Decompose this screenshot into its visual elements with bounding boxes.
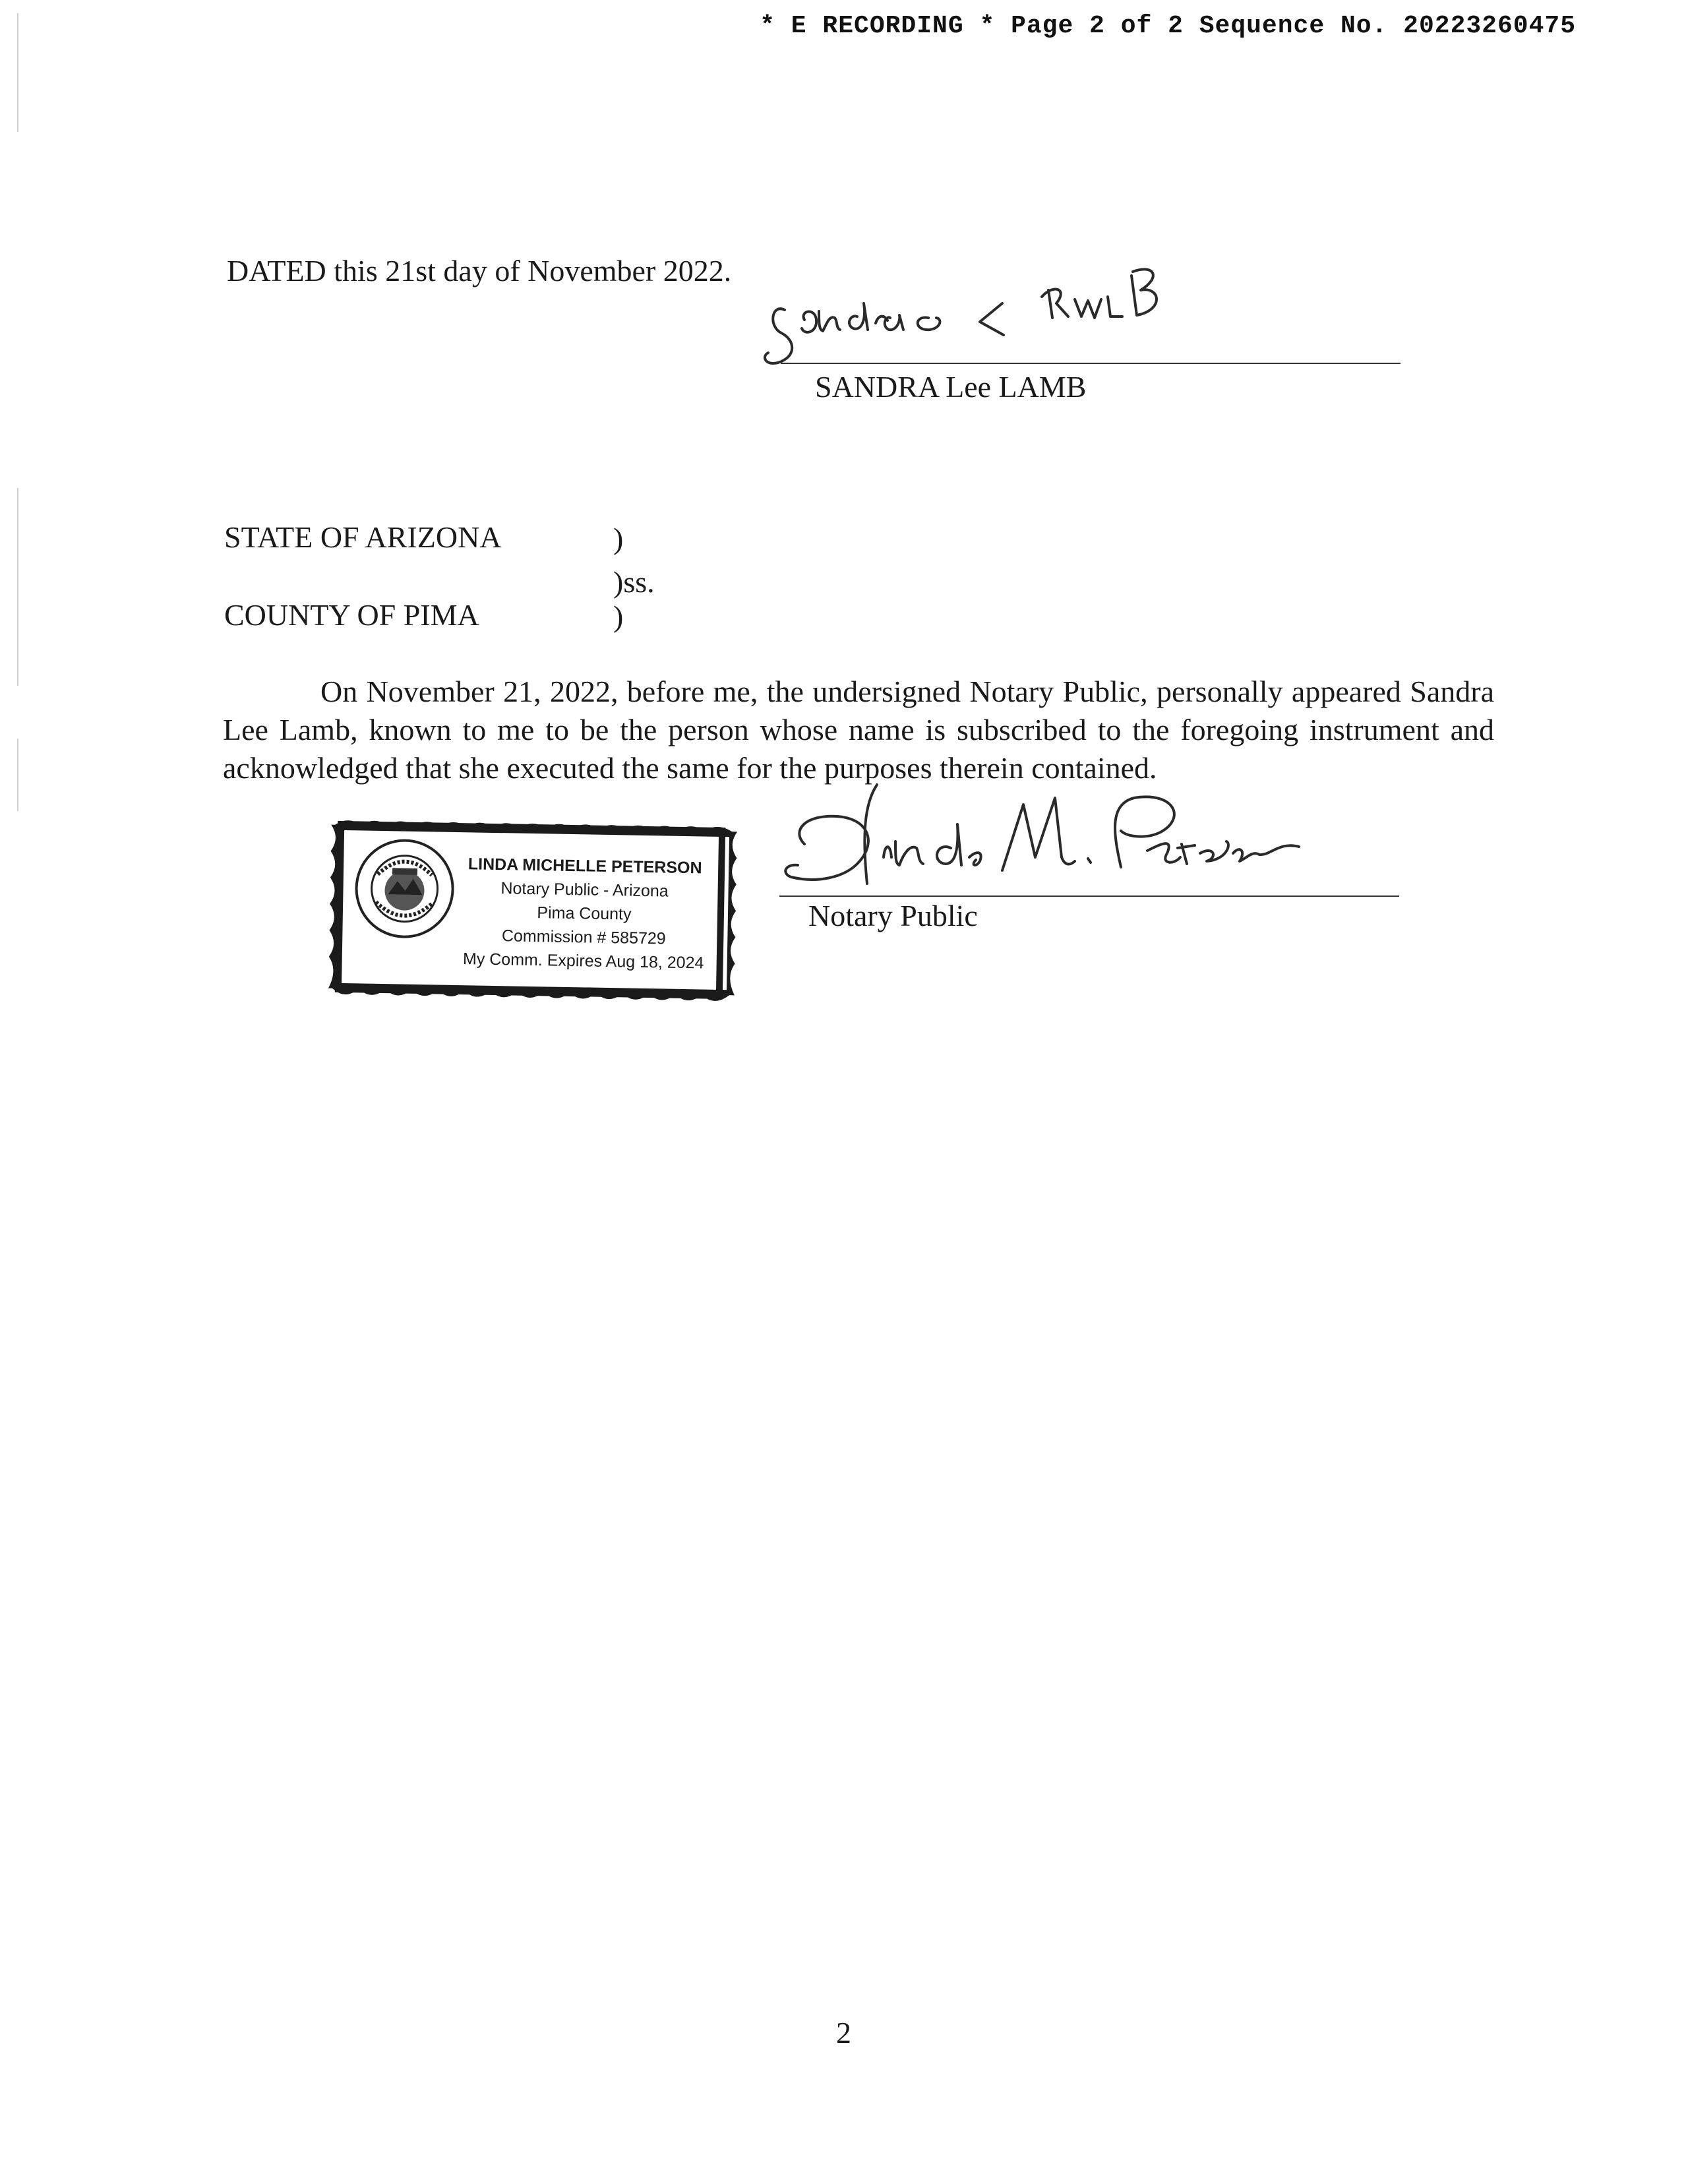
venue-state: STATE OF ARIZONA [224, 520, 502, 554]
notary-stamp [325, 812, 740, 1013]
scan-edge-mark [17, 739, 18, 811]
notary-signature [778, 778, 1332, 903]
stamp-notary-name: LINDA MICHELLE PETERSON [467, 855, 702, 878]
page-number: 2 [836, 2016, 851, 2049]
signer-printed-name: SANDRA Lee LAMB [815, 370, 1087, 404]
arizona-seal-icon [354, 838, 455, 939]
notary-signature-line [779, 895, 1399, 897]
scan-edge-mark [17, 488, 18, 686]
venue-county: COUNTY OF PIMA [224, 598, 479, 632]
scan-edge-mark [17, 13, 18, 132]
venue-paren: ) [613, 599, 624, 633]
signer-signature-line [781, 363, 1401, 364]
acknowledgment-paragraph: On November 21, 2022, before me, the undersigned Notary Public, personally appeared Sandra Lee Lamb, known to me to be the person whose name is subscribed to the foregoing instrument and acknowledged that she executed the same for the purposes therein contained. [223, 675, 1494, 785]
venue-ss: )ss. [613, 565, 655, 599]
dated-line: DATED this 21st day of November 2022. [227, 254, 732, 288]
notary-public-label: Notary Public [808, 899, 978, 932]
stamp-county: Pima County [537, 903, 632, 924]
stamp-commission: Commission # 585729 [501, 926, 666, 948]
recording-header: * E RECORDING * Page 2 of 2 Sequence No. 20223260475 [760, 12, 1576, 40]
venue-paren: ) [613, 522, 624, 555]
signer-signature [758, 257, 1193, 376]
stamp-title: Notary Public - Arizona [500, 879, 669, 901]
stamp-expiration: My Comm. Expires Aug 18, 2024 [462, 950, 704, 973]
